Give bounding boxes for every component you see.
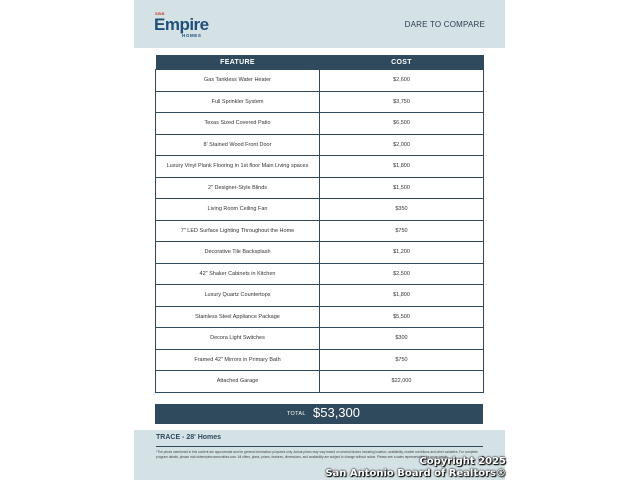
- footer-title: TRACE - 28' Homes: [156, 434, 222, 441]
- total-value: $53,300: [313, 405, 360, 420]
- table-row: [156, 328, 484, 350]
- cost-cell: $300: [320, 328, 484, 350]
- cost-cell: $350: [320, 199, 484, 221]
- table-row: [156, 156, 484, 178]
- logo-mark: SBB: [155, 11, 165, 16]
- table-row: [156, 91, 484, 113]
- table-row: [156, 113, 484, 135]
- cost-cell: $1,800: [320, 285, 484, 307]
- cost-cell: $6,500: [320, 113, 484, 135]
- table-row: [156, 177, 484, 199]
- feature-cell: Gas Tankless Water Heater: [156, 70, 320, 92]
- cost-cell: $2,500: [320, 263, 484, 285]
- cost-cell: $3,750: [320, 91, 484, 113]
- feature-cell: Framed 42" Mirrors in Primary Bath: [156, 349, 320, 371]
- cost-cell: $1,200: [320, 242, 484, 264]
- feature-cell: 2" Designer-Style Blinds: [156, 177, 320, 199]
- watermark-line-1: Copyright 2025: [419, 456, 506, 467]
- feature-cell: Full Sprinkler System: [156, 91, 320, 113]
- feature-cell: 42" Shaker Cabinets in Kitchen: [156, 263, 320, 285]
- table-row: [156, 349, 484, 371]
- cost-cell: $5,500: [320, 306, 484, 328]
- feature-cell: Luxury Vinyl Plank Flooring in 1st floor Main Living spaces: [156, 156, 320, 178]
- cost-cell: $2,600: [320, 70, 484, 92]
- footer-disclaimer: *The prices mentioned in this content are approximate and for general information purposes only. Actual prices may vary based on several factors including location, availability, market conditions and other variables. For complete program details, please visit sbbempirecommunities.com. All offers, plans, prices, features, dimensions, and availability are subject to change without notice. Please see a sales representative for more details.: [156, 450, 478, 459]
- cost-cell: $2,000: [320, 134, 484, 156]
- table-row: [156, 134, 484, 156]
- table-row: [156, 220, 484, 242]
- column-header-feature: FEATURE: [156, 55, 320, 70]
- feature-cell: Living Room Ceiling Fan: [156, 199, 320, 221]
- tagline: DARE TO COMPARE: [404, 20, 485, 29]
- table-row: [156, 263, 484, 285]
- table-row: [156, 199, 484, 221]
- table-row: [156, 371, 484, 393]
- comparison-sheet: [134, 0, 505, 480]
- feature-cell: Decorative Tile Backsplash: [156, 242, 320, 264]
- feature-cell: Attached Garage: [156, 371, 320, 393]
- feature-cost-table: [155, 55, 484, 393]
- table-row: [156, 242, 484, 264]
- feature-cell: 7" LED Surface Lighting Throughout the Home: [156, 220, 320, 242]
- table-row: [156, 70, 484, 92]
- feature-cell: Stainless Steel Appliance Package: [156, 306, 320, 328]
- feature-cell: Texas Sized Covered Patio: [156, 113, 320, 135]
- watermark-line-2: San Antonio Board of Realtors®: [325, 468, 506, 479]
- feature-cell: 8' Stained Wood Front Door: [156, 134, 320, 156]
- total-bar: [155, 404, 483, 424]
- table-row: [156, 306, 484, 328]
- cost-cell: $750: [320, 349, 484, 371]
- cost-cell: $22,000: [320, 371, 484, 393]
- logo-word: Empire: [154, 15, 209, 34]
- footer-divider: [156, 446, 483, 447]
- column-header-cost: COST: [320, 55, 484, 70]
- copyright-watermark: [325, 456, 506, 480]
- table-header-row: [156, 55, 484, 70]
- feature-cell: Decora Light Switches: [156, 328, 320, 350]
- cost-cell: $1,800: [320, 156, 484, 178]
- table-row: [156, 285, 484, 307]
- sheet-header: [134, 0, 505, 48]
- empire-homes-logo: [154, 10, 214, 40]
- logo-sub: HOMES: [182, 33, 202, 38]
- feature-cell: Luxury Quartz Countertops: [156, 285, 320, 307]
- cost-cell: $1,500: [320, 177, 484, 199]
- cost-cell: $750: [320, 220, 484, 242]
- total-label: TOTAL: [287, 411, 306, 417]
